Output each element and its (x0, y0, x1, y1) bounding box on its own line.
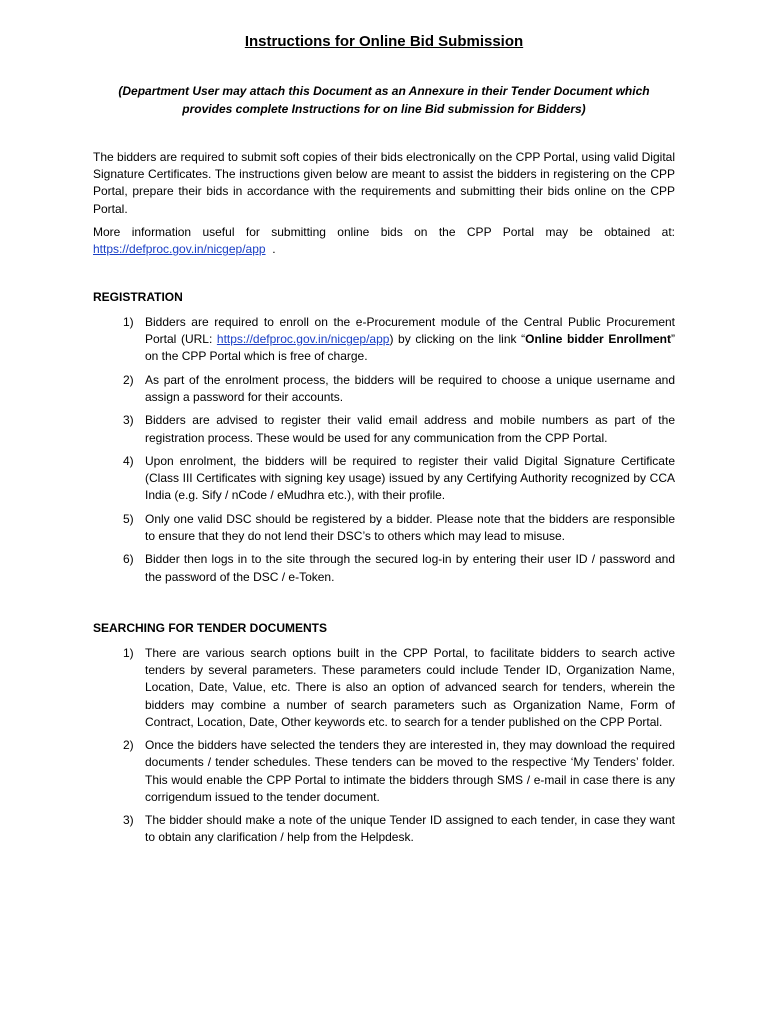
searching-list (93, 645, 675, 853)
registration-item (93, 453, 675, 505)
item-number: 6) (123, 552, 134, 567)
searching-heading: SEARCHING FOR TENDER DOCUMENTS (93, 621, 328, 635)
registration-item (93, 372, 675, 406)
item-text: Bidder then logs in to the site through the secured log-in by entering their user ID / password and the password of the DSC / e-Token. (145, 552, 675, 584)
item-text: As part of the enrolment process, the bidders will be required to choose a unique username and assign a password for their accounts. (145, 372, 675, 404)
document-subtitle: (Department User may attach this Document as an Annexure in their Tender Document which provides complete Instructions for on line Bid submission for Bidders) (118, 84, 650, 116)
item-text: There are various search options built in the CPP Portal, to facilitate bidders to search active tenders by several parameters. These parameters could include Tender ID, Organization Name, Location, Date, Value, etc. There is also an option of advanced search for tenders, wherein the bidders may combine a number of search parameters such as Organization Name, Form of Contract, Location, Date, Other keywords etc. to search for a tender published on the CPP Portal. (145, 646, 675, 729)
registration-item (93, 551, 675, 585)
more-info-paragraph (93, 224, 675, 258)
more-info-text: More information useful for submitting online bids on the CPP Portal may be obtained at: (93, 225, 675, 239)
item-text: ” on the CPP Portal which is free of charge. (145, 332, 675, 364)
registration-item (93, 511, 675, 545)
item-number: 5) (123, 511, 134, 526)
item-text: Upon enrolment, the bidders will be required to register their valid Digital Signature Certificate (Class III Certificates with signing key usage) issued by any Certifying Authority recognized by CCA India (e.g. Sify / nCode / eMudhra etc.), with their profile. (145, 453, 675, 503)
item-number: 3) (123, 813, 134, 828)
searching-item (93, 812, 675, 846)
item-text: Once the bidders have selected the tenders they are interested in, they may download the required documents / tender schedules. These tenders can be moved to the respective ‘My Tenders’ folder. This would enable the CPP Portal to intimate the bidders through SMS / e-mail in case there is any corrigendum issued to the tender document. (145, 738, 675, 804)
cpp-portal-link[interactable]: https://defproc.gov.in/nicgep/app (93, 242, 266, 257)
document-title: Instructions for Online Bid Submission (244, 33, 524, 50)
item-number: 2) (123, 738, 134, 753)
intro-paragraph: The bidders are required to submit soft copies of their bids electronically on the CPP Portal, using valid Digital Signature Certificates. The instructions given below are meant to assist the bidders in registering on the CPP Portal, prepare their bids in accordance with the requirements and submitting their bids online on the CPP Portal. (93, 150, 675, 216)
item-text: Only one valid DSC should be registered by a bidder. Please note that the bidders are responsible to ensure that they do not lend their DSC’s to others which may lead to misuse. (145, 511, 675, 543)
item-text: ) by clicking on the link “ (389, 332, 526, 347)
item-text: The bidder should make a note of the unique Tender ID assigned to each tender, in case they want to obtain any clarification / help from the Helpdesk. (145, 813, 675, 845)
item-number: 2) (123, 372, 134, 387)
item-text: Bidders are advised to register their valid email address and mobile numbers as part of the registration process. These would be used for any communication from the CPP Portal. (145, 413, 675, 445)
item-text: Bidders are required to enroll on the e-Procurement module of the Central Public Procurement Portal (URL: (145, 315, 675, 347)
item-number: 1) (123, 315, 134, 329)
registration-list (93, 314, 675, 592)
searching-item (93, 645, 675, 731)
registration-heading: REGISTRATION (93, 290, 183, 304)
registration-item (93, 412, 675, 446)
item-number: 3) (123, 413, 134, 428)
registration-item (93, 314, 675, 366)
item-number: 4) (123, 453, 134, 468)
enroll-portal-link[interactable]: https://defproc.gov.in/nicgep/app (216, 332, 390, 347)
online-bidder-enrollment-text: Online bidder Enrollment (525, 332, 671, 347)
more-info-end: . (272, 242, 276, 257)
searching-item (93, 737, 675, 806)
item-number: 1) (123, 646, 134, 660)
